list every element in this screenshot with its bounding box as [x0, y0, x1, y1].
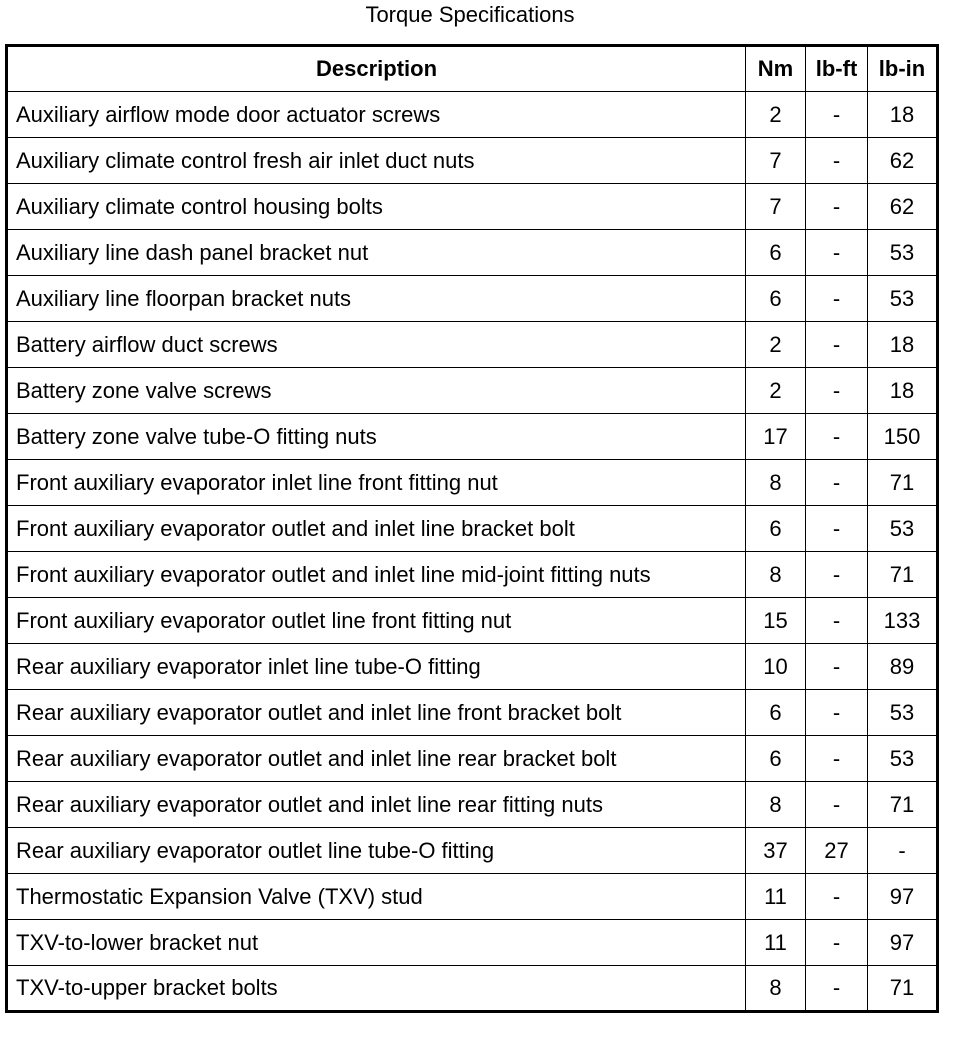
table-row — [7, 966, 938, 1012]
table-row — [7, 276, 938, 322]
table-body — [7, 92, 938, 1012]
table-header-row — [7, 46, 938, 92]
cell-lbin: 18 — [868, 368, 938, 414]
cell-lbft: - — [806, 874, 868, 920]
cell-lbin: 150 — [868, 414, 938, 460]
cell-description: Front auxiliary evaporator inlet line front fitting nut — [7, 460, 746, 506]
cell-lbin: 53 — [868, 276, 938, 322]
cell-lbft: - — [806, 276, 868, 322]
cell-description: Front auxiliary evaporator outlet and inlet line bracket bolt — [7, 506, 746, 552]
cell-nm: 37 — [746, 828, 806, 874]
header-lbft: lb-ft — [806, 46, 868, 92]
cell-nm: 7 — [746, 138, 806, 184]
cell-lbft: - — [806, 644, 868, 690]
cell-nm: 11 — [746, 920, 806, 966]
cell-lbin: 71 — [868, 460, 938, 506]
cell-nm: 8 — [746, 966, 806, 1012]
cell-description: TXV-to-lower bracket nut — [7, 920, 746, 966]
header-description: Description — [7, 46, 746, 92]
table-row — [7, 874, 938, 920]
cell-lbin: 62 — [868, 138, 938, 184]
header-lbin: lb-in — [868, 46, 938, 92]
cell-nm: 2 — [746, 368, 806, 414]
cell-nm: 8 — [746, 460, 806, 506]
cell-lbin: 53 — [868, 506, 938, 552]
cell-nm: 7 — [746, 184, 806, 230]
cell-description: Thermostatic Expansion Valve (TXV) stud — [7, 874, 746, 920]
cell-lbft: - — [806, 322, 868, 368]
table-row — [7, 644, 938, 690]
cell-lbft: - — [806, 92, 868, 138]
table-row — [7, 460, 938, 506]
torque-spec-table — [5, 44, 939, 1013]
cell-lbin: 133 — [868, 598, 938, 644]
cell-description: Front auxiliary evaporator outlet and inlet line mid-joint fitting nuts — [7, 552, 746, 598]
cell-description: Auxiliary climate control housing bolts — [7, 184, 746, 230]
cell-nm: 10 — [746, 644, 806, 690]
table-row — [7, 552, 938, 598]
cell-nm: 15 — [746, 598, 806, 644]
cell-description: Battery zone valve tube-O fitting nuts — [7, 414, 746, 460]
cell-nm: 6 — [746, 690, 806, 736]
cell-description: Auxiliary climate control fresh air inlet duct nuts — [7, 138, 746, 184]
cell-lbft: - — [806, 368, 868, 414]
cell-description: Rear auxiliary evaporator inlet line tube-O fitting — [7, 644, 746, 690]
cell-lbft: 27 — [806, 828, 868, 874]
cell-lbft: - — [806, 690, 868, 736]
cell-lbft: - — [806, 506, 868, 552]
table-row — [7, 92, 938, 138]
cell-nm: 8 — [746, 782, 806, 828]
cell-description: Rear auxiliary evaporator outlet and inlet line front bracket bolt — [7, 690, 746, 736]
table-row — [7, 828, 938, 874]
cell-lbin: 53 — [868, 230, 938, 276]
cell-lbft: - — [806, 184, 868, 230]
cell-lbft: - — [806, 138, 868, 184]
cell-description: TXV-to-upper bracket bolts — [7, 966, 746, 1012]
table-row — [7, 138, 938, 184]
cell-nm: 6 — [746, 230, 806, 276]
cell-lbft: - — [806, 966, 868, 1012]
cell-lbin: 53 — [868, 736, 938, 782]
cell-description: Auxiliary airflow mode door actuator screws — [7, 92, 746, 138]
table-row — [7, 184, 938, 230]
cell-lbin: 71 — [868, 966, 938, 1012]
cell-lbin: 18 — [868, 92, 938, 138]
cell-lbin: - — [868, 828, 938, 874]
cell-lbin: 97 — [868, 920, 938, 966]
cell-lbin: 71 — [868, 552, 938, 598]
table-row — [7, 736, 938, 782]
cell-nm: 6 — [746, 276, 806, 322]
table-row — [7, 230, 938, 276]
cell-lbin: 62 — [868, 184, 938, 230]
table-row — [7, 598, 938, 644]
cell-description: Front auxiliary evaporator outlet line front fitting nut — [7, 598, 746, 644]
cell-lbin: 97 — [868, 874, 938, 920]
cell-description: Auxiliary line floorpan bracket nuts — [7, 276, 746, 322]
cell-nm: 2 — [746, 322, 806, 368]
table-row — [7, 368, 938, 414]
cell-lbft: - — [806, 920, 868, 966]
table-row — [7, 506, 938, 552]
table-row — [7, 414, 938, 460]
cell-lbin: 71 — [868, 782, 938, 828]
cell-lbin: 18 — [868, 322, 938, 368]
cell-description: Rear auxiliary evaporator outlet and inlet line rear fitting nuts — [7, 782, 746, 828]
page-title: Torque Specifications — [365, 2, 575, 27]
cell-lbft: - — [806, 782, 868, 828]
cell-lbft: - — [806, 460, 868, 506]
cell-description: Rear auxiliary evaporator outlet and inlet line rear bracket bolt — [7, 736, 746, 782]
cell-nm: 2 — [746, 92, 806, 138]
cell-nm: 8 — [746, 552, 806, 598]
cell-nm: 6 — [746, 736, 806, 782]
cell-lbft: - — [806, 414, 868, 460]
cell-description: Auxiliary line dash panel bracket nut — [7, 230, 746, 276]
table-row — [7, 920, 938, 966]
table-row — [7, 690, 938, 736]
cell-lbft: - — [806, 552, 868, 598]
cell-description: Battery zone valve screws — [7, 368, 746, 414]
table-row — [7, 782, 938, 828]
cell-nm: 11 — [746, 874, 806, 920]
cell-lbin: 89 — [868, 644, 938, 690]
cell-lbft: - — [806, 598, 868, 644]
cell-description: Rear auxiliary evaporator outlet line tube-O fitting — [7, 828, 746, 874]
cell-lbft: - — [806, 230, 868, 276]
cell-nm: 6 — [746, 506, 806, 552]
header-nm: Nm — [746, 46, 806, 92]
cell-lbin: 53 — [868, 690, 938, 736]
cell-description: Battery airflow duct screws — [7, 322, 746, 368]
cell-nm: 17 — [746, 414, 806, 460]
table-row — [7, 322, 938, 368]
cell-lbft: - — [806, 736, 868, 782]
